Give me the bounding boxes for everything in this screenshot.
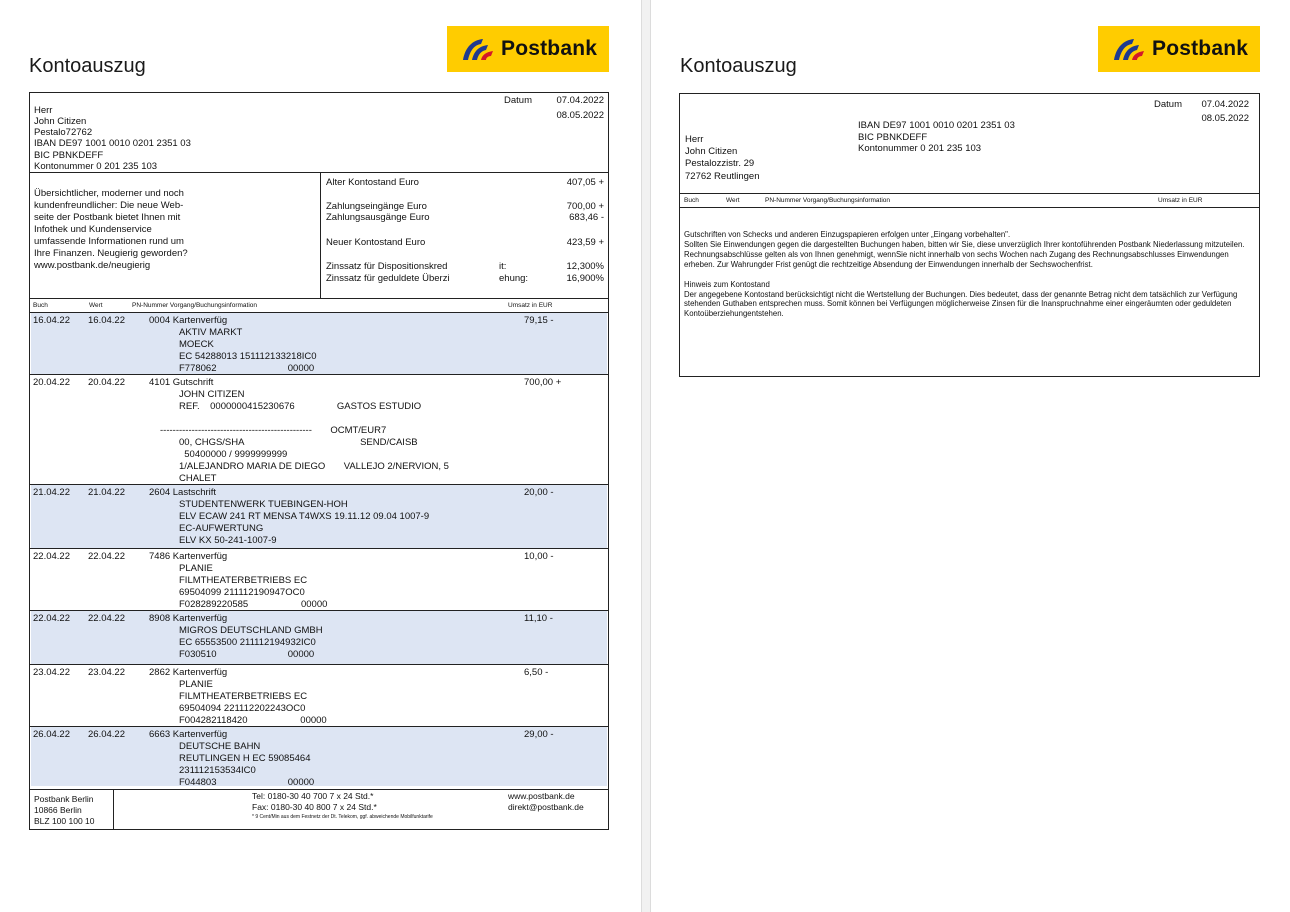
transaction-detail-line: STUDENTENWERK TUEBINGEN-HOH (179, 499, 348, 510)
transaction-type: 4101 Gutschrift (149, 377, 214, 388)
column-header-umsatz: Umsatz in EUR (508, 302, 553, 309)
booking-date: 22.04.22 (33, 551, 70, 562)
page-gutter (641, 0, 651, 912)
promo-line: kundenfreundlicher: Die neue Web- (34, 200, 184, 211)
value-date: 23.04.22 (88, 667, 125, 678)
interest-rate-label: Zinssatz für Dispositionskred (326, 261, 448, 272)
old-balance-value: 407,05 + (566, 177, 604, 188)
transaction-detail-line: REUTLINGEN H EC 59085464 (179, 753, 311, 764)
old-balance-label: Alter Kontostand Euro (326, 177, 419, 188)
divider (30, 298, 608, 299)
transaction-amount: 6,50 - (524, 667, 549, 678)
transaction-amount: 700,00 + (524, 377, 562, 388)
footer-bank-line: 10866 Berlin (34, 805, 82, 815)
value-date: 21.04.22 (88, 487, 125, 498)
outgoing-value: 683,46 - (569, 212, 604, 223)
new-balance-label: Neuer Kontostand Euro (326, 237, 426, 248)
transaction-detail-line: 69504094 221112202243OC0 (179, 703, 306, 714)
transaction-detail-line: ELV ECAW 241 RT MENSA T4WXS 19.11.12 09.04 1007-9 (179, 511, 430, 522)
promo-link: www.postbank.de/neugierig (34, 260, 151, 271)
row-divider (30, 548, 608, 549)
outgoing-label: Zahlungsausgänge Euro (326, 212, 430, 223)
divider (30, 172, 608, 173)
postbank-logo-text: Postbank (1152, 37, 1249, 60)
divider (113, 789, 114, 830)
page-title: Kontoauszug (29, 55, 146, 77)
transaction-amount: 11,10 - (524, 613, 553, 624)
transaction-detail-line: EC 54288013 151112133218IC0 (179, 351, 317, 362)
transaction-type: 7486 Kartenverfüg (149, 551, 228, 562)
transaction-detail-line: AKTIV MARKT (179, 327, 243, 338)
value-date: 20.04.22 (88, 377, 125, 388)
new-balance-value: 423,59 + (566, 237, 604, 248)
transaction-detail-line: F028289220585 00000 (179, 599, 328, 610)
statement-date-2: 08.05.2022 (1201, 113, 1249, 124)
note-paragraph: Gutschriften von Schecks und anderen Einzugspapieren erfolgen unter „Eingang vorbehalten". (684, 230, 1011, 239)
account-number: Kontonummer 0 201 235 103 (34, 161, 158, 172)
note-spacer (684, 270, 1255, 280)
postbank-logo-text: Postbank (501, 37, 598, 60)
transaction-detail-line: REF. 0000000415230676 GASTOS ESTUDIO (179, 401, 422, 412)
transaction-detail-line: MOECK (179, 339, 214, 350)
note-paragraph: Der angegebene Kontostand berücksichtigt nicht die Wertstellung der Buchungen. Dies bedeutet, dass der genannte Betrag nicht dem tatsächlich zur Verfügung stehenden Guthaben entsprechen muss. Somit können bei Verfügungen möglicherweise Zinsen für die Inanspruchnahme einer eingeräumten oder geduldeten Kontoüberziehungentstehen. (684, 289, 1238, 319)
address-line: Pestalo72762 (34, 127, 93, 138)
transaction-amount: 20,00 - (524, 487, 554, 498)
transaction-type: 2604 Lastschrift (149, 487, 217, 498)
footer-note: * 9 Cent/Min aus dem Festnetz der Dt. Telekom, ggf. abweichende Mobilfunktarife (252, 814, 433, 820)
address-line: John Citizen (685, 146, 738, 157)
transaction-detail-line: JOHN CITIZEN (179, 389, 245, 400)
transaction-type: 8908 Kartenverfüg (149, 613, 228, 624)
statement-page-2 (651, 0, 1290, 912)
postbank-logo-icon (461, 36, 495, 62)
column-header-pn: PN-Nummer Vorgang/Buchungsinformation (132, 302, 258, 309)
transaction-detail-line: CHALET (179, 473, 217, 484)
address-line: Herr (34, 105, 53, 116)
statement-page-1 (0, 0, 641, 912)
transaction-amount: 10,00 - (524, 551, 554, 562)
transaction-detail-line: F044803 00000 (179, 777, 315, 788)
column-header-wert: Wert (726, 197, 740, 204)
booking-date: 26.04.22 (33, 729, 70, 740)
statement-box (29, 92, 609, 830)
transaction-type: 6663 Kartenverfüg (149, 729, 228, 740)
promo-line: seite der Postbank bietet Ihnen mit (34, 212, 181, 223)
postbank-logo (1098, 26, 1260, 72)
transaction-detail-line: 50400000 / 9999999999 (179, 449, 288, 460)
booking-date: 23.04.22 (33, 667, 70, 678)
transaction-detail-line: 231112153534IC0 (179, 765, 256, 776)
transaction-amount: 79,15 - (524, 315, 554, 326)
transaction-detail-line: F030510 00000 (179, 649, 315, 660)
incoming-value: 700,00 + (566, 201, 604, 212)
transaction-type: 0004 Kartenverfüg (149, 315, 228, 326)
note-heading: Hinweis zum Kontostand (684, 279, 770, 289)
overdraft-rate-label-end: ehung: (499, 273, 529, 284)
column-header-buch: Buch (33, 302, 48, 309)
address-line: 72762 Reutlingen (685, 171, 760, 182)
interest-rate-value: 12,300% (566, 261, 604, 272)
booking-date: 21.04.22 (33, 487, 70, 498)
divider (30, 789, 608, 790)
bic: BIC PBNKDEFF (858, 132, 928, 143)
iban: IBAN DE97 1001 0010 0201 2351 03 (34, 138, 191, 149)
transaction-detail-line: MIGROS DEUTSCHLAND GMBH (179, 625, 323, 636)
divider (680, 207, 1259, 208)
date-label: Datum (504, 95, 532, 106)
promo-line: Ihre Finanzen. Neugierig geworden? (34, 248, 188, 259)
footer-fax: Fax: 0180-30 40 800 7 x 24 Std.* (252, 802, 377, 812)
value-date: 22.04.22 (88, 613, 125, 624)
footer-bank-line: Postbank Berlin (34, 794, 94, 804)
statement-date: 07.04.2022 (556, 95, 604, 106)
column-header-wert: Wert (89, 302, 103, 309)
booking-date: 20.04.22 (33, 377, 70, 388)
footer-bank-line: BLZ 100 100 10 (34, 816, 95, 826)
account-number: Kontonummer 0 201 235 103 (858, 143, 982, 154)
transaction-detail-line: FILMTHEATERBETRIEBS EC (179, 575, 308, 586)
overdraft-rate-label: Zinssatz für geduldete Überzi (326, 273, 450, 284)
transaction-detail-line: ELV KX 50-241-1007-9 (179, 535, 277, 546)
transaction-detail-line: 1/ALEJANDRO MARIA DE DIEGO VALLEJO 2/NERVION, 5 (179, 461, 449, 472)
transaction-detail-line: 00, CHGS/SHA SEND/CAISB (179, 437, 418, 448)
transaction-detail-line: F004282118420 00000 (179, 715, 327, 726)
note-paragraph: Sollten Sie Einwendungen gegen die dargestellten Buchungen haben, bitten wir Sie, diese unverzüglich Ihrer kontoführenden Postbank Niederlassung mitzuteilen. Rechnungsabschlüsse gelten als von Ihnen genehmigt, wennSie nicht innerhalb von sechs Wochen nach Zugang des Rechnungsabschlusses Einwendungen erheben. Zur Wahrungder Frist genügt die rechtzeitige Absendung der Einwendungen innerhalb der Sechswochenfrist. (684, 239, 1245, 269)
date-label: Datum (1154, 99, 1182, 110)
value-date: 22.04.22 (88, 551, 125, 562)
transaction-detail-line: PLANIE (179, 679, 213, 690)
row-divider (30, 374, 608, 375)
notes-block (684, 230, 1255, 319)
transaction-detail-line: FILMTHEATERBETRIEBS EC (179, 691, 308, 702)
transaction-detail-line: ------------------------------------------------ OCMT/EUR7 (160, 425, 387, 436)
address-line: Herr (685, 134, 704, 145)
statement-date: 07.04.2022 (1201, 99, 1249, 110)
promo-line: umfassende Informationen rund um (34, 236, 184, 247)
promo-line: Infothek und Kundenservice (34, 224, 152, 235)
interest-rate-label-end: it: (499, 261, 507, 272)
booking-date: 16.04.22 (33, 315, 70, 326)
overdraft-rate-value: 16,900% (566, 273, 604, 284)
address-line: Pestalozzistr. 29 (685, 158, 755, 169)
booking-date: 22.04.22 (33, 613, 70, 624)
bic: BIC PBNKDEFF (34, 150, 104, 161)
incoming-label: Zahlungseingänge Euro (326, 201, 427, 212)
address-line: John Citizen (34, 116, 87, 127)
divider (680, 193, 1259, 194)
postbank-logo-icon (1112, 36, 1146, 62)
page-title: Kontoauszug (680, 55, 797, 77)
footer-phone: Tel: 0180-30 40 700 7 x 24 Std.* (252, 791, 374, 801)
transaction-detail-line: 69504099 211112190947OC0 (179, 587, 305, 598)
transaction-detail-line: F778062 00000 (179, 363, 315, 374)
value-date: 26.04.22 (88, 729, 125, 740)
footer-website: www.postbank.de (508, 791, 575, 801)
transaction-detail-line: PLANIE (179, 563, 213, 574)
value-date: 16.04.22 (88, 315, 125, 326)
transaction-detail-line: EC 65553500 211112194932IC0 (179, 637, 316, 648)
column-header-umsatz: Umsatz in EUR (1158, 197, 1203, 204)
transaction-detail-line: DEUTSCHE BAHN (179, 741, 261, 752)
column-header-pn: PN-Nummer Vorgang/Buchungsinformation (765, 197, 891, 204)
iban: IBAN DE97 1001 0010 0201 2351 03 (858, 120, 1015, 131)
transaction-amount: 29,00 - (524, 729, 554, 740)
transaction-detail-line: EC-AUFWERTUNG (179, 523, 264, 534)
postbank-logo (447, 26, 609, 72)
column-header-buch: Buch (684, 197, 699, 204)
footer-email: direkt@postbank.de (508, 802, 584, 812)
statement-box (679, 93, 1260, 377)
transaction-type: 2862 Kartenverfüg (149, 667, 228, 678)
promo-line: Übersichtlicher, moderner und noch (34, 188, 184, 199)
row-divider (30, 664, 608, 665)
divider (320, 172, 321, 298)
statement-date-2: 08.05.2022 (556, 110, 604, 121)
